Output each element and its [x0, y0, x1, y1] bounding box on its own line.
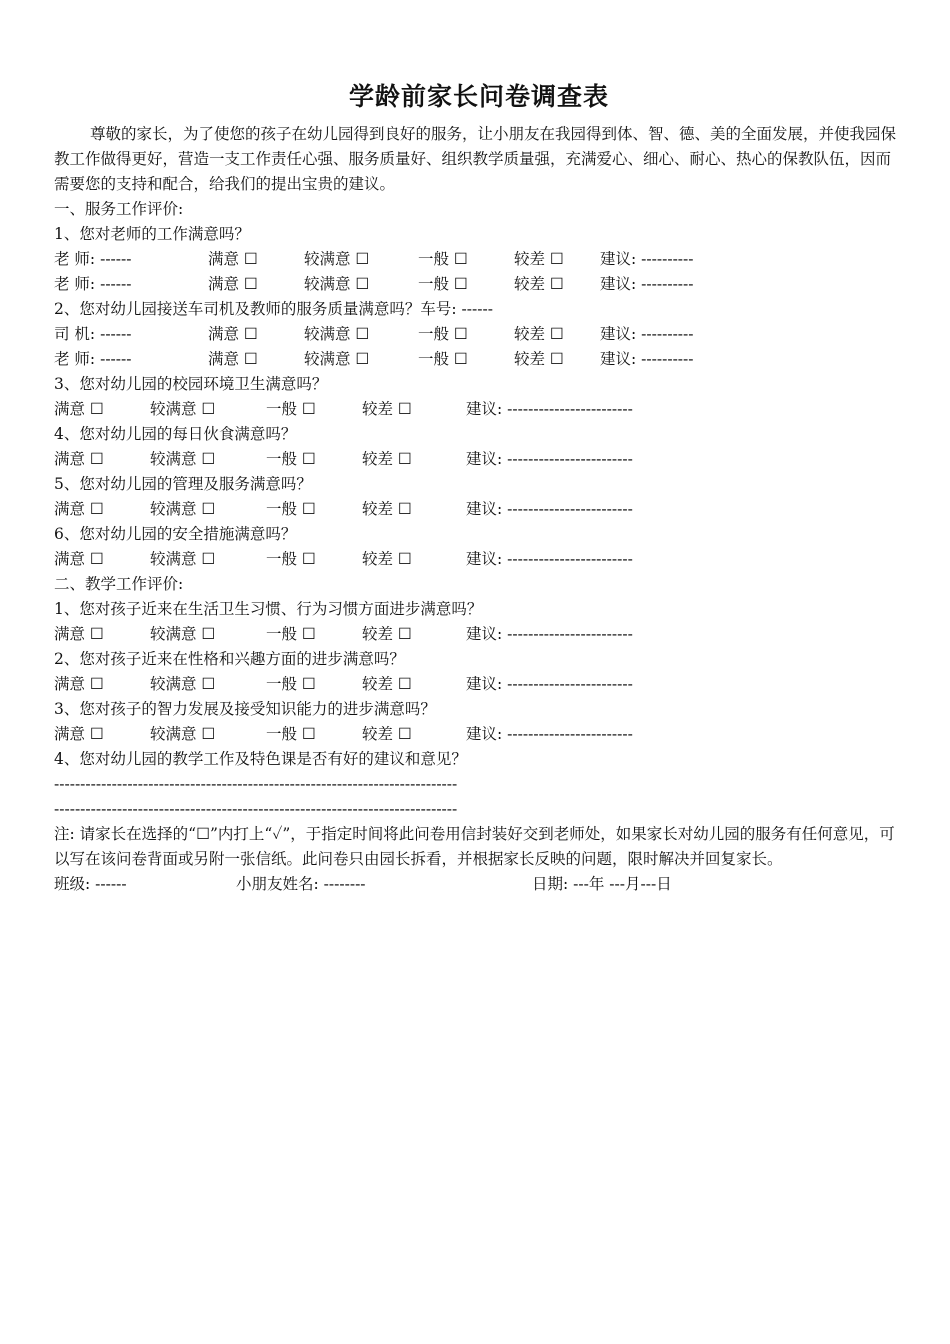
- option-poor[interactable]: 较差 ☐: [514, 350, 564, 368]
- s1-q5-text: 5、您对幼儿园的管理及服务满意吗？: [54, 475, 312, 493]
- s1-q6-options: [54, 547, 904, 572]
- option-poor[interactable]: 较差 ☐: [362, 550, 412, 568]
- intro-paragraph: 尊敬的家长，为了使您的孩子在幼儿园得到良好的服务，让小朋友在我园得到体、智、德、美的全面发展，并使我园保教工作做得更好，营造一支工作责任心强、服务质量好、组织教学质量强，充满爱心、细心、耐心、热心的保教队伍，因而需要您的支持和配合，给我们的提出宝贵的建议。: [54, 125, 897, 193]
- s1-q1-text: 1、您对老师的工作满意吗？: [54, 225, 250, 243]
- s1-q2-text: 2、您对幼儿园接送车司机及教师的服务质量满意吗？车号: ------: [54, 300, 493, 318]
- option-satisfied[interactable]: 满意 ☐: [54, 450, 104, 468]
- s1-q3-text: 3、您对幼儿园的校园环境卫生满意吗？: [54, 375, 328, 393]
- option-fairly-satisfied[interactable]: 较满意 ☐: [150, 500, 216, 518]
- option-satisfied[interactable]: 满意 ☐: [54, 625, 104, 643]
- option-fairly-satisfied[interactable]: 较满意 ☐: [150, 675, 216, 693]
- class-field[interactable]: 班级: ------: [54, 875, 127, 893]
- option-satisfied[interactable]: 满意 ☐: [54, 500, 104, 518]
- section1-heading: 一、服务工作评价:: [54, 200, 184, 218]
- child-name-field[interactable]: 小朋友姓名: --------: [236, 875, 366, 893]
- s1-q1-row1: [54, 247, 904, 272]
- option-satisfied[interactable]: 满意 ☐: [54, 400, 104, 418]
- advice-field[interactable]: 建议: ------------------------: [466, 625, 633, 643]
- option-satisfied[interactable]: 满意 ☐: [208, 250, 258, 268]
- option-satisfied[interactable]: 满意 ☐: [208, 350, 258, 368]
- s2-q4-text: 4、您对幼儿园的教学工作及特色课是否有好的建议和意见？: [54, 750, 467, 768]
- s2-q1-options: [54, 622, 904, 647]
- note-paragraph: 注: 请家长在选择的“☐”内打上“✓”，于指定时间将此问卷用信封装好交到老师处，如果家长对幼儿园的服务有任何意见，可以写在该问卷背面或另附一张信纸。此问卷只由园长拆看，并根据家长反映的问题，限时解决并回复家长。: [54, 825, 895, 868]
- s1-q4-text: 4、您对幼儿园的每日伙食满意吗？: [54, 425, 297, 443]
- s2-q3-options: [54, 722, 904, 747]
- advice-field[interactable]: 建议: ------------------------: [466, 450, 633, 468]
- option-fairly-satisfied[interactable]: 较满意 ☐: [150, 625, 216, 643]
- option-fairly-satisfied[interactable]: 较满意 ☐: [304, 350, 370, 368]
- advice-field[interactable]: 建议: ------------------------: [466, 500, 633, 518]
- answer-blank-line[interactable]: -----------------------------------------------------------------------------: [54, 800, 458, 818]
- option-average[interactable]: 一般 ☐: [418, 250, 468, 268]
- option-fairly-satisfied[interactable]: 较满意 ☐: [304, 250, 370, 268]
- option-poor[interactable]: 较差 ☐: [362, 675, 412, 693]
- option-fairly-satisfied[interactable]: 较满意 ☐: [150, 550, 216, 568]
- option-satisfied[interactable]: 满意 ☐: [54, 550, 104, 568]
- advice-field[interactable]: 建议: ------------------------: [466, 550, 633, 568]
- option-average[interactable]: 一般 ☐: [418, 350, 468, 368]
- s1-q3-options: [54, 397, 904, 422]
- option-average[interactable]: 一般 ☐: [418, 275, 468, 293]
- option-average[interactable]: 一般 ☐: [418, 325, 468, 343]
- option-average[interactable]: 一般 ☐: [266, 550, 316, 568]
- date-field[interactable]: 日期: ---年 ---月---日: [532, 875, 672, 893]
- teacher-label[interactable]: 老 师: ------: [54, 350, 132, 368]
- option-fairly-satisfied[interactable]: 较满意 ☐: [150, 450, 216, 468]
- option-poor[interactable]: 较差 ☐: [362, 625, 412, 643]
- s1-q4-options: [54, 447, 904, 472]
- option-fairly-satisfied[interactable]: 较满意 ☐: [150, 725, 216, 743]
- s1-q1-row2: [54, 272, 904, 297]
- option-average[interactable]: 一般 ☐: [266, 400, 316, 418]
- s2-q1-text: 1、您对孩子近来在生活卫生习惯、行为习惯方面进步满意吗？: [54, 600, 483, 618]
- advice-field[interactable]: 建议: ----------: [600, 250, 694, 268]
- advice-field[interactable]: 建议: ------------------------: [466, 400, 633, 418]
- option-poor[interactable]: 较差 ☐: [514, 325, 564, 343]
- option-average[interactable]: 一般 ☐: [266, 625, 316, 643]
- option-fairly-satisfied[interactable]: 较满意 ☐: [304, 325, 370, 343]
- option-average[interactable]: 一般 ☐: [266, 675, 316, 693]
- s2-q2-text: 2、您对孩子近来在性格和兴趣方面的进步满意吗？: [54, 650, 405, 668]
- option-poor[interactable]: 较差 ☐: [362, 450, 412, 468]
- section2-heading: 二、教学工作评价:: [54, 575, 184, 593]
- s2-q3-text: 3、您对孩子的智力发展及接受知识能力的进步满意吗？: [54, 700, 436, 718]
- advice-field[interactable]: 建议: ----------: [600, 350, 694, 368]
- option-average[interactable]: 一般 ☐: [266, 450, 316, 468]
- s1-q2-row2: [54, 347, 904, 372]
- s2-q2-options: [54, 672, 904, 697]
- footer-fields: [54, 872, 904, 897]
- s1-q6-text: 6、您对幼儿园的安全措施满意吗？: [54, 525, 297, 543]
- option-poor[interactable]: 较差 ☐: [514, 250, 564, 268]
- answer-blank-line[interactable]: -----------------------------------------------------------------------------: [54, 775, 458, 793]
- page-title: 学龄前家长问卷调查表: [348, 82, 609, 111]
- option-satisfied[interactable]: 满意 ☐: [208, 325, 258, 343]
- option-poor[interactable]: 较差 ☐: [362, 400, 412, 418]
- option-average[interactable]: 一般 ☐: [266, 725, 316, 743]
- advice-field[interactable]: 建议: ------------------------: [466, 675, 633, 693]
- option-satisfied[interactable]: 满意 ☐: [54, 675, 104, 693]
- option-satisfied[interactable]: 满意 ☐: [54, 725, 104, 743]
- advice-field[interactable]: 建议: ----------: [600, 325, 694, 343]
- option-fairly-satisfied[interactable]: 较满意 ☐: [304, 275, 370, 293]
- questionnaire-page: [54, 78, 904, 897]
- option-satisfied[interactable]: 满意 ☐: [208, 275, 258, 293]
- advice-field[interactable]: 建议: ------------------------: [466, 725, 633, 743]
- teacher-label[interactable]: 老 师: ------: [54, 275, 132, 293]
- advice-field[interactable]: 建议: ----------: [600, 275, 694, 293]
- option-fairly-satisfied[interactable]: 较满意 ☐: [150, 400, 216, 418]
- s1-q5-options: [54, 497, 904, 522]
- option-poor[interactable]: 较差 ☐: [362, 725, 412, 743]
- option-poor[interactable]: 较差 ☐: [362, 500, 412, 518]
- driver-label[interactable]: 司 机: ------: [54, 325, 132, 343]
- teacher-label[interactable]: 老 师: ------: [54, 250, 132, 268]
- s1-q2-row1: [54, 322, 904, 347]
- option-average[interactable]: 一般 ☐: [266, 500, 316, 518]
- option-poor[interactable]: 较差 ☐: [514, 275, 564, 293]
